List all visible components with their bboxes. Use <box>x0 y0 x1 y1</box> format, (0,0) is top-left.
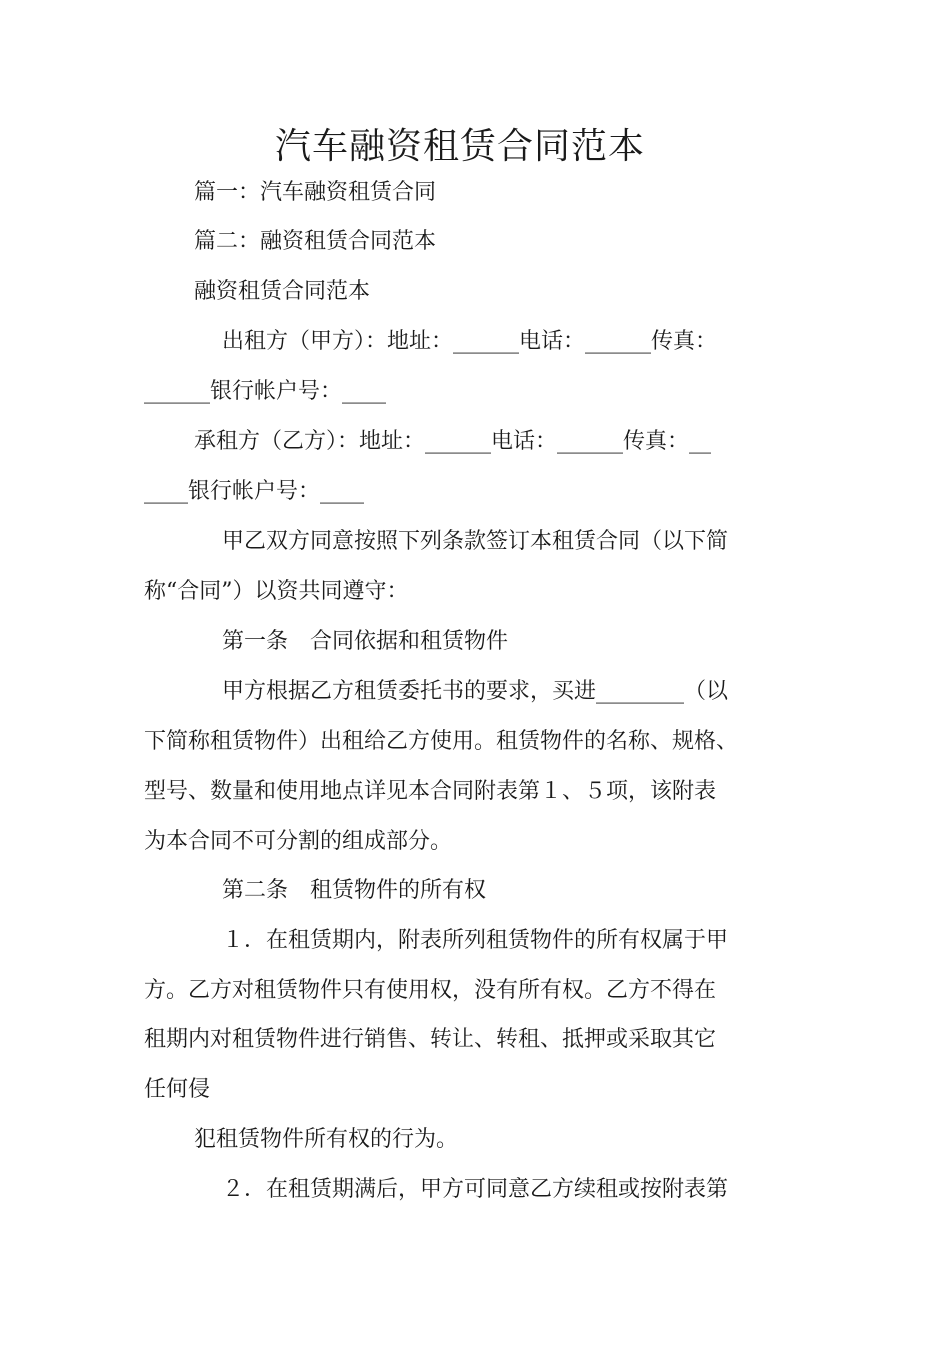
section-link-1: 篇一：汽车融资租赁合同 <box>194 180 437 205</box>
paragraph-line: 犯租赁物件所有权的行为。 <box>194 1127 459 1152</box>
article-heading-1: 第一条 合同依据和租赁物件 <box>222 629 509 654</box>
subheading: 融资租赁合同范本 <box>194 279 371 304</box>
paragraph-line: 型号、数量和使用地点详见本合同附表第１、５项，该附表 <box>144 779 717 804</box>
article-heading-2: 第二条 租赁物件的所有权 <box>222 878 487 903</box>
paragraph-line: 租期内对租赁物件进行销售、转让、转租、抵押或采取其它 <box>144 1027 717 1052</box>
lessor-info-line-2: ______银行帐户号：____ <box>144 379 387 404</box>
lessor-info-line-1: 出租方（甲方）：地址：______电话：______传真： <box>222 329 718 354</box>
paragraph-line: 为本合同不可分割的组成部分。 <box>144 829 453 854</box>
paragraph-line: 下简称租赁物件）出租给乙方使用。租赁物件的名称、规格、 <box>144 729 739 754</box>
paragraph-line: 称“合同”）以资共同遵守： <box>144 579 409 604</box>
paragraph-line: ２．在租赁期满后，甲方可同意乙方续租或按附表第 <box>222 1177 729 1202</box>
section-link-2: 篇二：融资租赁合同范本 <box>194 229 437 254</box>
paragraph-line: 方。乙方对租赁物件只有使用权，没有所有权。乙方不得在 <box>144 978 717 1003</box>
paragraph-line: 甲乙双方同意按照下列条款签订本租赁合同（以下简 <box>222 529 729 554</box>
document-title: 汽车融资租赁合同范本 <box>274 126 645 167</box>
lessee-info-line-2: ____银行帐户号：____ <box>144 479 365 504</box>
lessee-info-line-1: 承租方（乙方）：地址：______电话：______传真：__ <box>194 429 712 454</box>
paragraph-line: 任何侵 <box>144 1077 211 1102</box>
paragraph-line: 甲方根据乙方租赁委托书的要求，买进________（以 <box>222 679 729 704</box>
paragraph-line: １．在租赁期内，附表所列租赁物件的所有权属于甲 <box>222 928 729 953</box>
